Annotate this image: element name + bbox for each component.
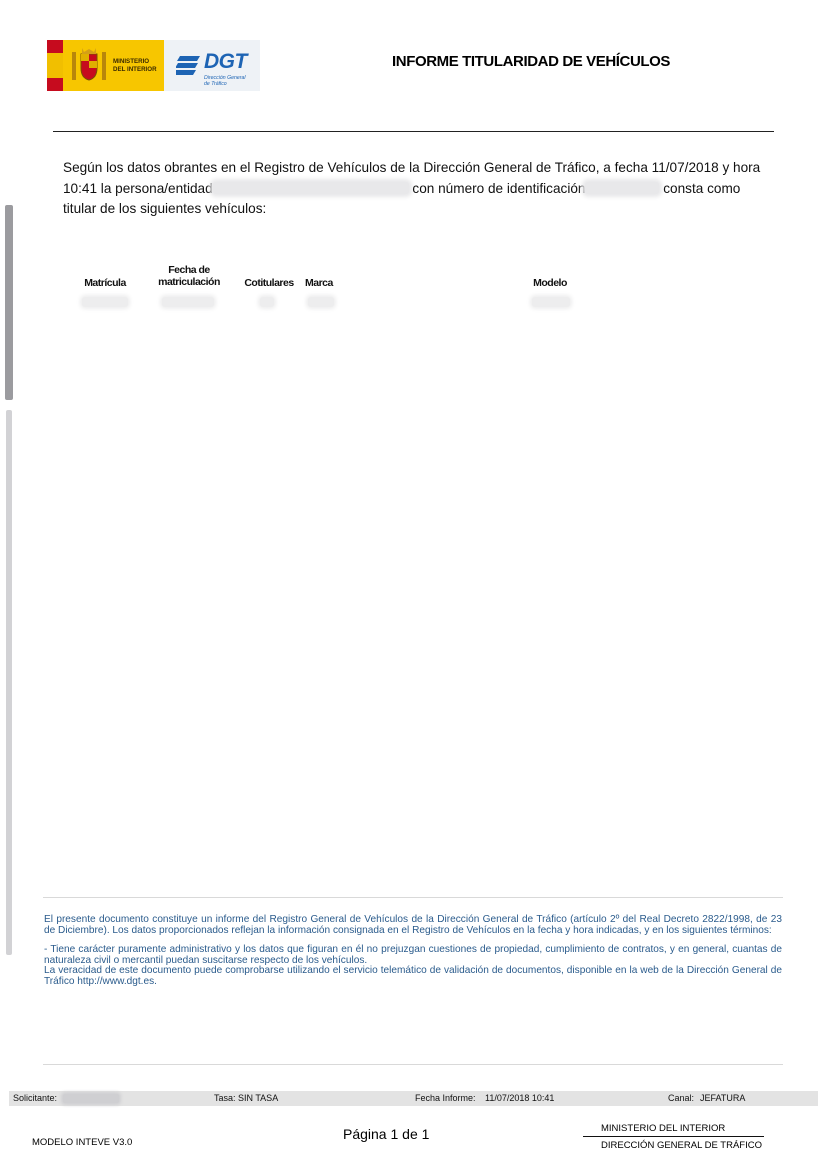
header-divider — [53, 131, 774, 132]
canal-label: Canal: — [668, 1093, 695, 1103]
model-code: MODELO INTEVE V3.0 — [32, 1137, 133, 1148]
legal-notice — [44, 915, 782, 988]
dgt-logo-sub-line2: de Tráfico — [204, 81, 227, 87]
cell-fecha — [162, 297, 214, 307]
dgt-logo — [164, 40, 260, 91]
org-name-line2: DIRECCIÓN GENERAL DE TRÁFICO — [601, 1140, 762, 1151]
redacted-solicitante — [63, 1094, 119, 1103]
column-header-fecha — [150, 264, 228, 288]
intro-paragraph — [63, 158, 763, 220]
org-divider — [583, 1136, 764, 1137]
canal-value: JEFATURA — [700, 1093, 746, 1103]
report-title: INFORME TITULARIDAD DE VEHÍCULOS — [392, 53, 671, 70]
column-header-modelo: Modelo — [533, 277, 567, 289]
dgt-mark-icon — [176, 52, 206, 78]
coat-of-arms-icon — [69, 46, 109, 86]
page-number: Página 1 de 1 — [343, 1126, 430, 1142]
cell-matricula — [82, 297, 128, 307]
column-header-marca: Marca — [305, 277, 333, 289]
fecha-informe-label: Fecha Informe: — [415, 1093, 476, 1103]
report-info-bar — [9, 1091, 818, 1106]
column-header-fecha-line2: matriculación — [158, 276, 220, 288]
dgt-logo-name: DGT — [204, 50, 247, 73]
intro-text-2: con número de identificación — [408, 180, 586, 196]
redacted-id-number — [585, 182, 659, 194]
redacted-person-name — [213, 182, 409, 194]
legal-paragraph-3: La veracidad de este documento puede comprobarse utilizando el servicio telemático de validación de documentos, disponible en la web de la Dirección General de Tráfico http://www.dgt.es. — [44, 965, 782, 987]
ministerio-interior-logo — [47, 40, 164, 91]
cell-modelo — [532, 297, 570, 307]
org-name-line1: MINISTERIO DEL INTERIOR — [601, 1123, 726, 1134]
cell-marca — [308, 297, 334, 307]
validation-code-stamp — [2, 205, 16, 955]
fecha-informe-value: 11/07/2018 10:41 — [485, 1093, 555, 1103]
legal-divider-bottom — [43, 1064, 783, 1065]
ministerio-logo-line2: DEL INTERIOR — [113, 65, 157, 73]
solicitante-label: Solicitante: — [13, 1093, 58, 1103]
column-header-fecha-line1: Fecha de — [168, 264, 210, 276]
intro-text-3: consta como titular de los siguientes vehículos: — [63, 180, 741, 216]
legal-divider-top — [43, 897, 783, 898]
intro-text-1: Según los datos obrantes en el Registro de Vehículos de la Dirección General de Tráfico, a fecha 11/07/2018 y hora 10:41 la persona/entidad — [63, 160, 761, 196]
spain-flag-icon — [47, 40, 63, 91]
ministerio-logo-line1: MINISTERIO — [113, 58, 150, 65]
column-header-matricula: Matrícula — [84, 277, 126, 289]
dgt-logo-sub-line1: Dirección General — [204, 75, 246, 81]
column-header-cotitulares: Cotitulares — [244, 277, 294, 289]
tasa-text: Tasa: SIN TASA — [214, 1093, 279, 1103]
legal-paragraph-2: - Tiene carácter puramente administrativo y los datos que figuran en él no prejuzgan cuestiones de propiedad, cumplimiento de contratos, y en general, cuantas de naturaleza civil o mercantil puedan suscitarse respecto de los vehículos. — [44, 944, 782, 966]
cell-cotitulares — [260, 297, 274, 307]
legal-paragraph-1: El presente documento constituye un informe del Registro General de Vehículos de la Dirección General de Tráfico (artículo 2º del Real Decreto 2822/1998, de 23 de Diciembre). Los datos proporcionados reflejan la información consignada en el Registro de Vehículos en la fecha y hora indicadas, y en los siguientes términos: — [44, 914, 782, 936]
